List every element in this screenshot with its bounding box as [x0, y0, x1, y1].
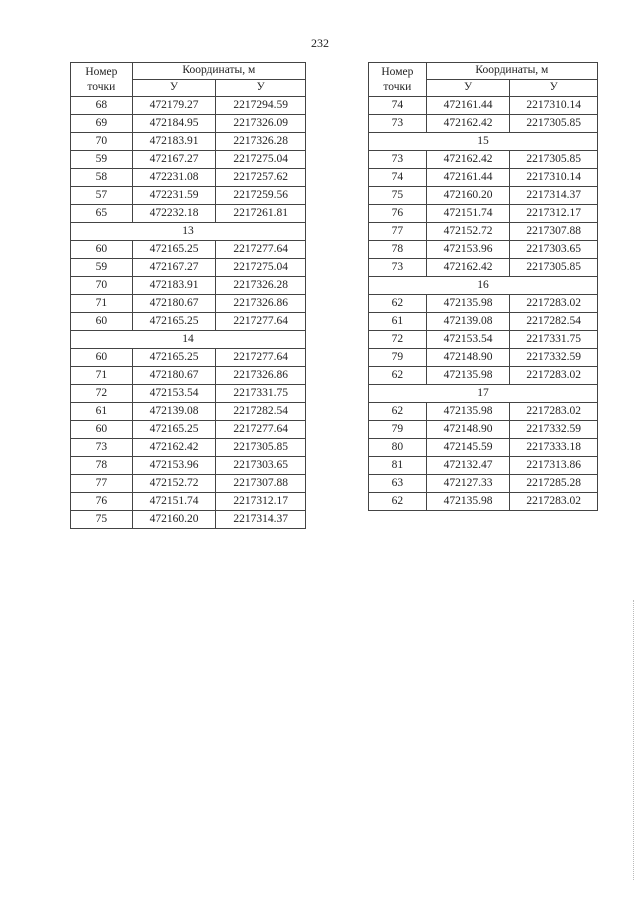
- table-row: [71, 133, 306, 151]
- y-coordinate-cell: 2217332.59: [510, 421, 598, 439]
- x-coordinate-cell: 472165.25: [132, 241, 216, 259]
- x-coordinate-cell: 472161.44: [426, 169, 510, 187]
- point-number-cell: 73: [369, 259, 427, 277]
- table-row: [71, 421, 306, 439]
- table-row: [71, 403, 306, 421]
- y-coordinate-cell: 2217294.59: [216, 97, 306, 115]
- x-coordinate-cell: 472148.90: [426, 349, 510, 367]
- y-coordinate-cell: 2217305.85: [510, 151, 598, 169]
- table-row: [71, 493, 306, 511]
- y-coordinate-cell: 2217305.85: [216, 439, 306, 457]
- table-row: [369, 151, 598, 169]
- table-row: [71, 97, 306, 115]
- point-number-cell: 71: [71, 295, 133, 313]
- table-row: [369, 367, 598, 385]
- table-row: [369, 295, 598, 313]
- y-coordinate-cell: 2217326.86: [216, 367, 306, 385]
- y-coordinate-cell: 2217326.09: [216, 115, 306, 133]
- point-number-cell: 62: [369, 493, 427, 511]
- point-number-cell: 62: [369, 295, 427, 313]
- y-coordinate-cell: 2217261.81: [216, 205, 306, 223]
- point-number-cell: 77: [369, 223, 427, 241]
- page-number: 232: [311, 36, 329, 50]
- point-number-cell: 62: [369, 403, 427, 421]
- y-coordinate-cell: 2217332.59: [510, 349, 598, 367]
- y-coordinate-cell: 2217283.02: [510, 403, 598, 421]
- point-number-cell: 74: [369, 169, 427, 187]
- point-number-cell: 59: [71, 151, 133, 169]
- x-coordinate-cell: 472152.72: [426, 223, 510, 241]
- table-row: [71, 385, 306, 403]
- scan-edge-marks: [631, 600, 634, 880]
- table-row: [369, 457, 598, 475]
- x-coordinate-cell: 472165.25: [132, 313, 216, 331]
- table-row: [369, 241, 598, 259]
- point-number-cell: 58: [71, 169, 133, 187]
- section-row: [71, 331, 306, 349]
- point-number-cell: 60: [71, 241, 133, 259]
- y-coordinate-cell: 2217285.28: [510, 475, 598, 493]
- point-number-cell: 77: [71, 475, 133, 493]
- point-number-cell: 71: [71, 367, 133, 385]
- x-coordinate-cell: 472167.27: [132, 259, 216, 277]
- table-row: [369, 169, 598, 187]
- table-row: [71, 151, 306, 169]
- section-number: 14: [71, 331, 306, 349]
- x-column-header: У: [132, 80, 216, 97]
- coordinates-table-right: [368, 62, 598, 511]
- table-body: [369, 63, 598, 511]
- section-number: 17: [369, 385, 598, 403]
- table-row: [369, 115, 598, 133]
- x-coordinate-cell: 472183.91: [132, 277, 216, 295]
- table-row: [369, 205, 598, 223]
- point-number-cell: 63: [369, 475, 427, 493]
- x-coordinate-cell: 472135.98: [426, 367, 510, 385]
- point-number-header: [71, 63, 133, 97]
- section-row: [369, 385, 598, 403]
- x-coordinate-cell: 472127.33: [426, 475, 510, 493]
- y-coordinate-cell: 2217303.65: [510, 241, 598, 259]
- point-number-cell: 73: [71, 439, 133, 457]
- x-coordinate-cell: 472179.27: [132, 97, 216, 115]
- y-coordinate-cell: 2217303.65: [216, 457, 306, 475]
- point-number-cell: 72: [369, 331, 427, 349]
- table-row: [71, 457, 306, 475]
- point-number-cell: 70: [71, 277, 133, 295]
- table-row: [71, 439, 306, 457]
- table-row: [369, 97, 598, 115]
- coordinates-header: Координаты, м: [132, 63, 305, 80]
- point-number-header-line-2: точки: [383, 80, 412, 93]
- x-column-header: У: [426, 80, 510, 97]
- table-row: [369, 349, 598, 367]
- y-coordinate-cell: 2217257.62: [216, 169, 306, 187]
- table-row: [369, 475, 598, 493]
- y-coordinate-cell: 2217275.04: [216, 259, 306, 277]
- table-row: [71, 241, 306, 259]
- point-number-cell: 80: [369, 439, 427, 457]
- table-row: [369, 313, 598, 331]
- header-row: [369, 63, 598, 80]
- y-coordinate-cell: 2217314.37: [510, 187, 598, 205]
- point-number-cell: 60: [71, 313, 133, 331]
- point-number-cell: 68: [71, 97, 133, 115]
- point-number-cell: 75: [369, 187, 427, 205]
- table-row: [71, 205, 306, 223]
- y-coordinate-cell: 2217275.04: [216, 151, 306, 169]
- y-coordinate-cell: 2217307.88: [510, 223, 598, 241]
- y-coordinate-cell: 2217310.14: [510, 169, 598, 187]
- y-coordinate-cell: 2217305.85: [510, 259, 598, 277]
- point-number-cell: 60: [71, 349, 133, 367]
- coordinates-table-left: [70, 62, 306, 529]
- table-row: [71, 367, 306, 385]
- y-coordinate-cell: 2217259.56: [216, 187, 306, 205]
- x-coordinate-cell: 472135.98: [426, 493, 510, 511]
- x-coordinate-cell: 472167.27: [132, 151, 216, 169]
- point-number-header-line-2: точки: [87, 80, 116, 93]
- point-number-cell: 74: [369, 97, 427, 115]
- point-number-cell: 65: [71, 205, 133, 223]
- coordinates-header: Координаты, м: [426, 63, 597, 80]
- table-row: [71, 511, 306, 529]
- y-coordinate-cell: 2217277.64: [216, 313, 306, 331]
- table-row: [369, 493, 598, 511]
- x-coordinate-cell: 472132.47: [426, 457, 510, 475]
- table-row: [369, 403, 598, 421]
- x-coordinate-cell: 472139.08: [426, 313, 510, 331]
- table-row: [71, 313, 306, 331]
- x-coordinate-cell: 472135.98: [426, 403, 510, 421]
- x-coordinate-cell: 472135.98: [426, 295, 510, 313]
- point-number-cell: 79: [369, 349, 427, 367]
- x-coordinate-cell: 472165.25: [132, 421, 216, 439]
- y-coordinate-cell: 2217283.02: [510, 295, 598, 313]
- x-coordinate-cell: 472162.42: [426, 151, 510, 169]
- x-coordinate-cell: 472148.90: [426, 421, 510, 439]
- point-number-cell: 61: [71, 403, 133, 421]
- point-number-cell: 60: [71, 421, 133, 439]
- section-number: 16: [369, 277, 598, 295]
- section-number: 15: [369, 133, 598, 151]
- section-row: [369, 133, 598, 151]
- point-number-cell: 59: [71, 259, 133, 277]
- x-coordinate-cell: 472180.67: [132, 295, 216, 313]
- x-coordinate-cell: 472231.59: [132, 187, 216, 205]
- y-coordinate-cell: 2217310.14: [510, 97, 598, 115]
- x-coordinate-cell: 472165.25: [132, 349, 216, 367]
- point-number-cell: 75: [71, 511, 133, 529]
- x-coordinate-cell: 472151.74: [132, 493, 216, 511]
- x-coordinate-cell: 472152.72: [132, 475, 216, 493]
- y-coordinate-cell: 2217326.28: [216, 133, 306, 151]
- table-row: [369, 421, 598, 439]
- y-coordinate-cell: 2217326.28: [216, 277, 306, 295]
- table-row: [71, 259, 306, 277]
- point-number-cell: 73: [369, 115, 427, 133]
- y-coordinate-cell: 2217283.02: [510, 367, 598, 385]
- point-number-cell: 78: [369, 241, 427, 259]
- y-coordinate-cell: 2217277.64: [216, 421, 306, 439]
- x-coordinate-cell: 472231.08: [132, 169, 216, 187]
- x-coordinate-cell: 472161.44: [426, 97, 510, 115]
- x-coordinate-cell: 472153.96: [132, 457, 216, 475]
- y-coordinate-cell: 2217331.75: [510, 331, 598, 349]
- y-coordinate-cell: 2217312.17: [510, 205, 598, 223]
- point-number-cell: 62: [369, 367, 427, 385]
- table-row: [369, 439, 598, 457]
- y-coordinate-cell: 2217314.37: [216, 511, 306, 529]
- table-row: [369, 259, 598, 277]
- y-column-header: У: [510, 80, 598, 97]
- y-column-header: У: [216, 80, 306, 97]
- table-row: [71, 349, 306, 367]
- y-coordinate-cell: 2217282.54: [216, 403, 306, 421]
- table-row: [71, 475, 306, 493]
- section-row: [71, 223, 306, 241]
- x-coordinate-cell: 472162.42: [132, 439, 216, 457]
- point-number-cell: 70: [71, 133, 133, 151]
- table-row: [71, 277, 306, 295]
- table-row: [71, 295, 306, 313]
- point-number-cell: 76: [71, 493, 133, 511]
- table-body: [71, 63, 306, 529]
- point-number-header-line-1: Номер: [85, 65, 118, 78]
- x-coordinate-cell: 472153.54: [132, 385, 216, 403]
- table-row: [369, 223, 598, 241]
- x-coordinate-cell: 472162.42: [426, 115, 510, 133]
- y-coordinate-cell: 2217282.54: [510, 313, 598, 331]
- table-row: [369, 331, 598, 349]
- header-row: [71, 63, 306, 80]
- point-number-cell: 57: [71, 187, 133, 205]
- y-coordinate-cell: 2217312.17: [216, 493, 306, 511]
- y-coordinate-cell: 2217331.75: [216, 385, 306, 403]
- x-coordinate-cell: 472184.95: [132, 115, 216, 133]
- table-row: [71, 169, 306, 187]
- y-coordinate-cell: 2217277.64: [216, 241, 306, 259]
- x-coordinate-cell: 472180.67: [132, 367, 216, 385]
- section-number: 13: [71, 223, 306, 241]
- table-row: [71, 187, 306, 205]
- table-row: [369, 187, 598, 205]
- point-number-cell: 73: [369, 151, 427, 169]
- point-number-cell: 61: [369, 313, 427, 331]
- y-coordinate-cell: 2217326.86: [216, 295, 306, 313]
- x-coordinate-cell: 472183.91: [132, 133, 216, 151]
- point-number-header: [369, 63, 427, 97]
- x-coordinate-cell: 472232.18: [132, 205, 216, 223]
- point-number-cell: 69: [71, 115, 133, 133]
- x-coordinate-cell: 472145.59: [426, 439, 510, 457]
- x-coordinate-cell: 472153.96: [426, 241, 510, 259]
- point-number-cell: 72: [71, 385, 133, 403]
- table-row: [71, 115, 306, 133]
- x-coordinate-cell: 472160.20: [132, 511, 216, 529]
- y-coordinate-cell: 2217305.85: [510, 115, 598, 133]
- x-coordinate-cell: 472160.20: [426, 187, 510, 205]
- y-coordinate-cell: 2217313.86: [510, 457, 598, 475]
- point-number-cell: 78: [71, 457, 133, 475]
- y-coordinate-cell: 2217277.64: [216, 349, 306, 367]
- point-number-header-line-1: Номер: [381, 65, 414, 78]
- y-coordinate-cell: 2217283.02: [510, 493, 598, 511]
- point-number-cell: 81: [369, 457, 427, 475]
- point-number-cell: 79: [369, 421, 427, 439]
- section-row: [369, 277, 598, 295]
- point-number-cell: 76: [369, 205, 427, 223]
- x-coordinate-cell: 472153.54: [426, 331, 510, 349]
- x-coordinate-cell: 472139.08: [132, 403, 216, 421]
- x-coordinate-cell: 472151.74: [426, 205, 510, 223]
- y-coordinate-cell: 2217307.88: [216, 475, 306, 493]
- y-coordinate-cell: 2217333.18: [510, 439, 598, 457]
- x-coordinate-cell: 472162.42: [426, 259, 510, 277]
